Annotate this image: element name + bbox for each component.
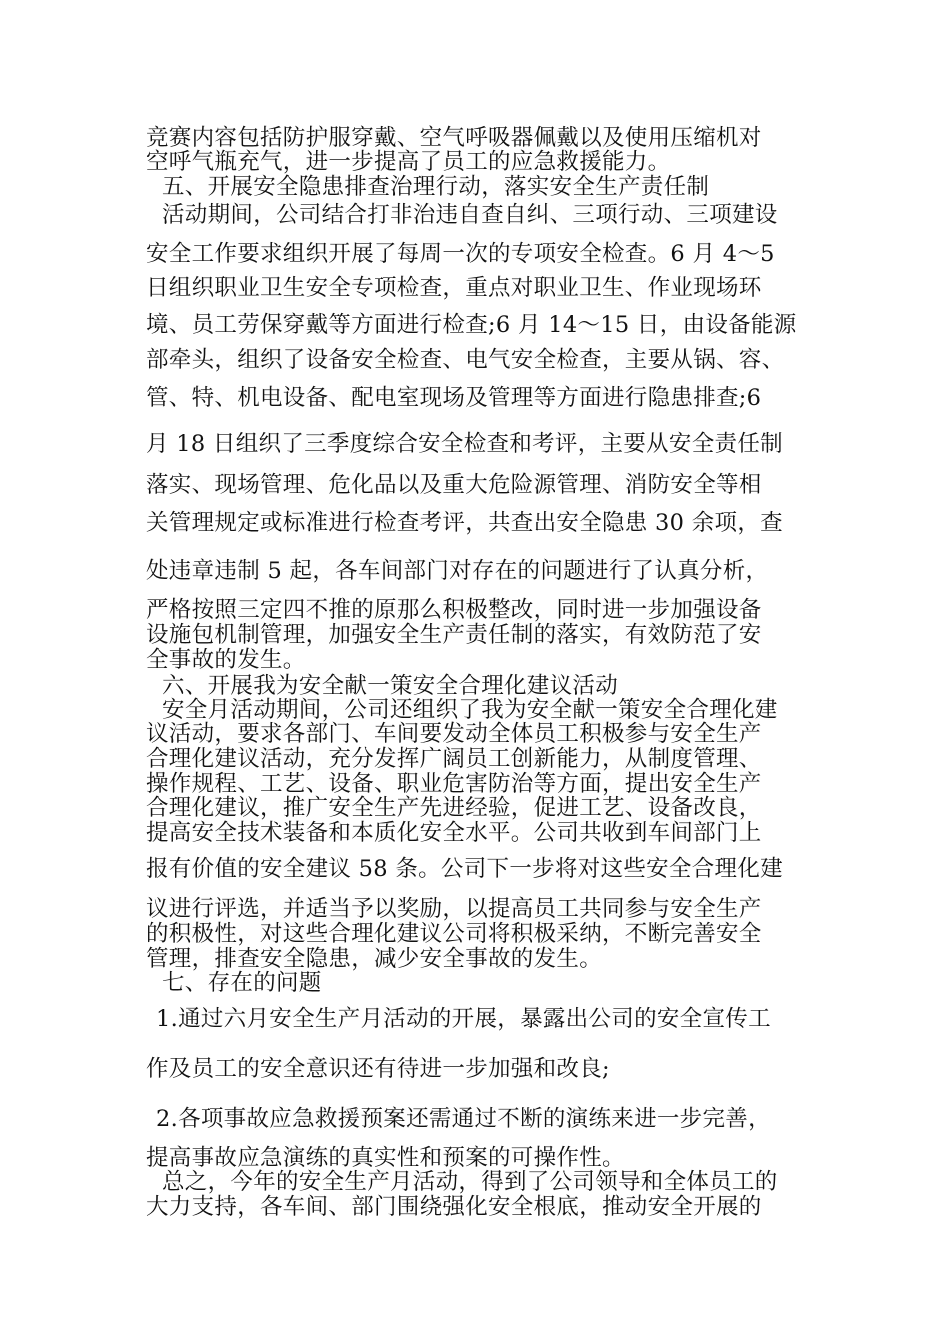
text-line: 管理，排查安全隐患，减少安全事故的发生。 xyxy=(146,946,603,972)
text-line: 活动期间，公司结合打非治违自查自纠、三项行动、三项建设 xyxy=(162,202,778,228)
text-line: 大力支持，各车间、部门围绕强化安全根底，推动安全开展的 xyxy=(146,1194,762,1220)
text-line: 2.各项事故应急救援预案还需通过不断的演练来进一步完善， xyxy=(156,1106,771,1132)
text-line: 合理化建议活动，充分发挥广阔员工创新能力，从制度管理、 xyxy=(146,746,762,772)
text-line: 安全月活动期间，公司还组织了我为安全献一策安全合理化建 xyxy=(162,697,778,723)
text-line: 部牵头，组织了设备安全检查、电气安全检查，主要从锅、容、 xyxy=(146,347,785,373)
text-line: 设施包机制管理，加强安全生产责任制的落实，有效防范了安 xyxy=(146,622,762,648)
text-line: 作及员工的安全意识还有待进一步加强和改良; xyxy=(146,1056,610,1082)
text-line: 管、特、机电设备、配电室现场及管理等方面进行隐患排查;6 xyxy=(146,385,762,411)
text-line: 关管理规定或标准进行检查考评，共查出安全隐患 30 余项，查 xyxy=(146,510,783,536)
text-line: 议活动，要求各部门、车间要发动全体员工积极参与安全生产 xyxy=(146,721,762,747)
text-line: 严格按照三定四不推的原那么积极整改，同时进一步加强设备 xyxy=(146,597,762,623)
text-line: 月 18 日组织了三季度综合安全检查和考评，主要从安全责任制 xyxy=(146,431,783,457)
text-line: 1.通过六月安全生产月活动的开展，暴露出公司的安全宣传工 xyxy=(156,1006,771,1032)
text-line: 报有价值的安全建议 58 条。公司下一步将对这些安全合理化建 xyxy=(146,856,783,882)
text-line: 安全工作要求组织开展了每周一次的专项安全检查。6 月 4～5 xyxy=(146,241,775,267)
text-line: 提高安全技术装备和本质化安全水平。公司共收到车间部门上 xyxy=(146,820,762,846)
text-line: 操作规程、工艺、设备、职业危害防治等方面，提出安全生产 xyxy=(146,771,762,797)
text-line: 提高事故应急演练的真实性和预案的可操作性。 xyxy=(146,1145,625,1171)
text-line: 处违章违制 5 起，各车间部门对存在的问题进行了认真分析， xyxy=(146,558,769,584)
text-line: 总之，今年的安全生产月活动，得到了公司领导和全体员工的 xyxy=(162,1169,778,1195)
section-heading-6: 六、开展我为安全献一策安全合理化建议活动 xyxy=(162,673,619,699)
text-line: 议进行评选，并适当予以奖励，以提高员工共同参与安全生产 xyxy=(146,896,762,922)
text-line: 竞赛内容包括防护服穿戴、空气呼吸器佩戴以及使用压缩机对 xyxy=(146,125,762,151)
text-line: 境、员工劳保穿戴等方面进行检查;6 月 14～15 日，由设备能源 xyxy=(146,312,797,338)
text-line: 合理化建议，推广安全生产先进经验，促进工艺、设备改良， xyxy=(146,795,762,821)
text-line: 空呼气瓶充气，进一步提高了员工的应急救援能力。 xyxy=(146,149,671,175)
section-heading-7: 七、存在的问题 xyxy=(162,970,322,996)
text-line: 落实、现场管理、危化品以及重大危险源管理、消防安全等相 xyxy=(146,472,762,498)
text-line: 全事故的发生。 xyxy=(146,647,306,673)
text-line: 日组织职业卫生安全专项检查，重点对职业卫生、作业现场环 xyxy=(146,275,762,301)
text-line: 的积极性，对这些合理化建议公司将积极采纳，不断完善安全 xyxy=(146,921,762,947)
section-heading-5: 五、开展安全隐患排查治理行动，落实安全生产责任制 xyxy=(162,174,710,200)
